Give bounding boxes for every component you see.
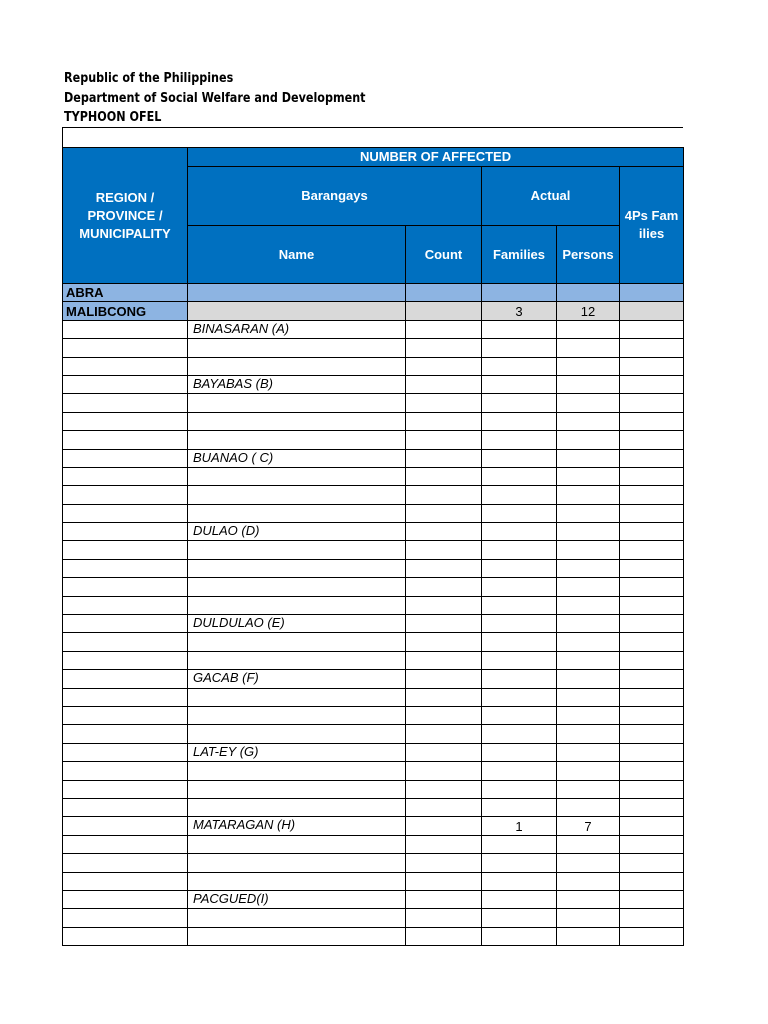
barangay-name-cell[interactable]: MATARAGAN (H) <box>188 817 406 835</box>
barangay-name-cell[interactable] <box>188 688 406 706</box>
region-cell[interactable] <box>63 909 188 927</box>
families-cell[interactable] <box>482 725 557 743</box>
persons-cell[interactable] <box>557 541 620 559</box>
region-cell[interactable] <box>63 394 188 412</box>
fourps-cell[interactable] <box>620 339 684 357</box>
count-cell[interactable] <box>406 559 482 577</box>
count-cell[interactable] <box>406 872 482 890</box>
count-cell[interactable] <box>406 449 482 467</box>
header-families: Families <box>482 226 557 284</box>
count-cell[interactable] <box>406 798 482 816</box>
families-cell[interactable] <box>482 523 557 541</box>
families-cell[interactable] <box>482 872 557 890</box>
barangay-name-cell[interactable] <box>188 394 406 412</box>
table-row[interactable] <box>63 541 684 559</box>
persons-cell[interactable] <box>557 762 620 780</box>
fourps-cell[interactable] <box>620 486 684 504</box>
barangay-name-cell[interactable]: BUANAO ( C) <box>188 449 406 467</box>
persons-cell[interactable] <box>557 394 620 412</box>
count-cell[interactable] <box>406 670 482 688</box>
barangay-name-cell[interactable] <box>188 467 406 485</box>
persons-cell[interactable] <box>557 339 620 357</box>
header-4ps-families: 4Ps Families <box>620 167 684 284</box>
persons-cell[interactable] <box>557 633 620 651</box>
count-cell[interactable] <box>406 615 482 633</box>
count-cell[interactable] <box>406 706 482 724</box>
fourps-cell[interactable] <box>620 596 684 614</box>
province-row[interactable] <box>63 284 684 302</box>
cell[interactable] <box>188 302 406 320</box>
barangay-name-cell[interactable]: GACAB (F) <box>188 670 406 688</box>
barangay-name-cell[interactable] <box>188 339 406 357</box>
table-row[interactable] <box>63 339 684 357</box>
region-cell[interactable] <box>63 706 188 724</box>
persons-cell[interactable] <box>557 375 620 393</box>
count-cell[interactable] <box>406 651 482 669</box>
region-cell[interactable] <box>63 835 188 853</box>
count-cell[interactable] <box>406 339 482 357</box>
count-cell[interactable] <box>406 725 482 743</box>
barangay-name-cell[interactable] <box>188 927 406 945</box>
region-cell[interactable] <box>63 449 188 467</box>
barangay-name-cell[interactable] <box>188 651 406 669</box>
persons-cell[interactable] <box>557 854 620 872</box>
count-cell[interactable] <box>406 854 482 872</box>
fourps-cell[interactable] <box>620 523 684 541</box>
table-row[interactable] <box>63 320 684 338</box>
persons-cell[interactable] <box>557 670 620 688</box>
table-row[interactable] <box>63 688 684 706</box>
persons-cell[interactable] <box>557 320 620 338</box>
barangay-name-cell[interactable] <box>188 596 406 614</box>
fourps-cell[interactable] <box>620 633 684 651</box>
persons-cell[interactable] <box>557 559 620 577</box>
fourps-cell[interactable] <box>620 780 684 798</box>
fourps-cell[interactable] <box>620 651 684 669</box>
top-border-line <box>62 127 683 128</box>
fourps-cell[interactable] <box>620 559 684 577</box>
persons-cell[interactable] <box>557 357 620 375</box>
municipality-row[interactable] <box>63 302 684 320</box>
region-cell[interactable] <box>63 633 188 651</box>
table-row[interactable] <box>63 633 684 651</box>
families-cell[interactable]: 1 <box>482 817 557 835</box>
document-header <box>64 69 366 128</box>
barangay-name-cell[interactable] <box>188 835 406 853</box>
barangay-name-cell[interactable] <box>188 541 406 559</box>
region-cell[interactable] <box>63 412 188 430</box>
count-cell[interactable] <box>406 357 482 375</box>
table-row[interactable] <box>63 375 684 393</box>
region-cell[interactable] <box>63 615 188 633</box>
persons-cell[interactable] <box>557 615 620 633</box>
families-cell[interactable] <box>482 854 557 872</box>
families-cell[interactable] <box>482 486 557 504</box>
header-count: Count <box>406 226 482 284</box>
families-cell[interactable] <box>482 449 557 467</box>
persons-cell[interactable] <box>557 431 620 449</box>
table-row[interactable] <box>63 486 684 504</box>
count-cell[interactable] <box>406 743 482 761</box>
families-cell[interactable] <box>482 927 557 945</box>
region-cell[interactable] <box>63 431 188 449</box>
count-cell[interactable] <box>406 927 482 945</box>
fourps-cell[interactable] <box>620 927 684 945</box>
persons-cell[interactable] <box>557 780 620 798</box>
families-cell[interactable] <box>482 504 557 522</box>
fourps-cell[interactable] <box>620 320 684 338</box>
table-row[interactable] <box>63 651 684 669</box>
table-row[interactable] <box>63 817 684 835</box>
barangay-name-cell[interactable]: BINASARAN (A) <box>188 320 406 338</box>
cell[interactable] <box>406 302 482 320</box>
families-cell[interactable] <box>482 541 557 559</box>
header-persons: Persons <box>557 226 620 284</box>
count-cell[interactable] <box>406 504 482 522</box>
persons-cell[interactable] <box>557 872 620 890</box>
fourps-cell[interactable] <box>620 835 684 853</box>
fourps-cell[interactable] <box>620 467 684 485</box>
families-cell[interactable] <box>482 780 557 798</box>
fourps-cell[interactable] <box>620 431 684 449</box>
fourps-cell[interactable] <box>620 670 684 688</box>
barangay-name-cell[interactable]: LAT-EY (G) <box>188 743 406 761</box>
table-row[interactable] <box>63 449 684 467</box>
persons-cell[interactable] <box>557 909 620 927</box>
fourps-cell[interactable] <box>620 743 684 761</box>
count-cell[interactable] <box>406 320 482 338</box>
fourps-cell[interactable] <box>620 762 684 780</box>
region-cell[interactable] <box>63 688 188 706</box>
barangay-name-cell[interactable] <box>188 780 406 798</box>
families-cell[interactable] <box>482 559 557 577</box>
count-cell[interactable] <box>406 596 482 614</box>
region-cell[interactable] <box>63 486 188 504</box>
count-cell[interactable] <box>406 835 482 853</box>
families-cell[interactable] <box>482 339 557 357</box>
fourps-cell[interactable] <box>620 798 684 816</box>
families-cell[interactable] <box>482 357 557 375</box>
table-row[interactable] <box>63 927 684 945</box>
region-cell[interactable] <box>63 357 188 375</box>
table-row[interactable] <box>63 835 684 853</box>
barangay-name-cell[interactable] <box>188 357 406 375</box>
table-row[interactable] <box>63 890 684 908</box>
table-row[interactable] <box>63 412 684 430</box>
fourps-cell[interactable] <box>620 909 684 927</box>
region-cell[interactable] <box>63 339 188 357</box>
table-row[interactable] <box>63 706 684 724</box>
barangay-name-cell[interactable] <box>188 633 406 651</box>
families-cell[interactable] <box>482 651 557 669</box>
barangay-name-cell[interactable] <box>188 559 406 577</box>
header-line-event: TYPHOON OFEL <box>64 110 162 125</box>
cell[interactable] <box>406 284 482 302</box>
families-cell[interactable] <box>482 596 557 614</box>
fourps-cell[interactable] <box>620 890 684 908</box>
families-cell[interactable] <box>482 320 557 338</box>
persons-cell[interactable] <box>557 486 620 504</box>
persons-cell[interactable] <box>557 890 620 908</box>
table-row[interactable] <box>63 798 684 816</box>
region-cell[interactable] <box>63 596 188 614</box>
fourps-cell[interactable] <box>620 615 684 633</box>
region-cell[interactable] <box>63 743 188 761</box>
barangay-name-cell[interactable] <box>188 762 406 780</box>
region-cell[interactable] <box>63 872 188 890</box>
fourps-cell[interactable] <box>620 817 684 835</box>
families-cell[interactable] <box>482 412 557 430</box>
barangay-name-cell[interactable] <box>188 431 406 449</box>
affected-table <box>62 147 684 946</box>
table-row[interactable] <box>63 578 684 596</box>
count-cell[interactable] <box>406 486 482 504</box>
barangay-name-cell[interactable] <box>188 798 406 816</box>
table-row[interactable] <box>63 725 684 743</box>
region-cell[interactable] <box>63 559 188 577</box>
table-row[interactable] <box>63 394 684 412</box>
persons-cell[interactable]: 7 <box>557 817 620 835</box>
fourps-cell[interactable] <box>620 449 684 467</box>
persons-cell[interactable] <box>557 743 620 761</box>
count-cell[interactable] <box>406 909 482 927</box>
header-barangays: Barangays <box>188 167 482 226</box>
fourps-cell[interactable] <box>620 541 684 559</box>
region-cell[interactable] <box>63 927 188 945</box>
province-name[interactable]: ABRA <box>63 284 188 302</box>
cell[interactable] <box>557 284 620 302</box>
region-cell[interactable] <box>63 854 188 872</box>
persons-cell[interactable] <box>557 725 620 743</box>
barangay-name-cell[interactable]: PACGUED(I) <box>188 890 406 908</box>
table-row[interactable] <box>63 762 684 780</box>
table-row[interactable] <box>63 431 684 449</box>
barangay-name-cell[interactable]: BAYABAS (B) <box>188 375 406 393</box>
header-line-department: Department of Social Welfare and Development <box>64 90 366 106</box>
cell[interactable] <box>188 284 406 302</box>
persons-cell[interactable] <box>557 798 620 816</box>
fourps-cell[interactable] <box>620 504 684 522</box>
families-cell[interactable] <box>482 743 557 761</box>
families-cell[interactable] <box>482 467 557 485</box>
table-row[interactable] <box>63 854 684 872</box>
region-cell[interactable] <box>63 523 188 541</box>
count-cell[interactable] <box>406 780 482 798</box>
barangay-name-cell[interactable]: DULAO (D) <box>188 523 406 541</box>
persons-cell[interactable] <box>557 504 620 522</box>
cell[interactable] <box>482 284 557 302</box>
families-cell[interactable] <box>482 706 557 724</box>
fourps-cell[interactable] <box>620 394 684 412</box>
header-line-republic: Republic of the Philippines <box>64 71 234 86</box>
table-row[interactable] <box>63 670 684 688</box>
persons-cell[interactable] <box>557 706 620 724</box>
header-region: REGION / PROVINCE / MUNICIPALITY <box>63 148 188 284</box>
barangay-name-cell[interactable] <box>188 486 406 504</box>
fourps-cell[interactable] <box>620 725 684 743</box>
barangay-name-cell[interactable] <box>188 412 406 430</box>
fourps-cell[interactable] <box>620 357 684 375</box>
count-cell[interactable] <box>406 890 482 908</box>
families-cell[interactable] <box>482 633 557 651</box>
municipality-families[interactable]: 3 <box>482 302 557 320</box>
table-row[interactable] <box>63 743 684 761</box>
families-cell[interactable] <box>482 670 557 688</box>
persons-cell[interactable] <box>557 578 620 596</box>
fourps-cell[interactable] <box>620 706 684 724</box>
families-cell[interactable] <box>482 762 557 780</box>
families-cell[interactable] <box>482 578 557 596</box>
table-row[interactable] <box>63 559 684 577</box>
persons-cell[interactable] <box>557 412 620 430</box>
persons-cell[interactable] <box>557 927 620 945</box>
municipality-name[interactable]: MALIBCONG <box>63 302 188 320</box>
table-row[interactable] <box>63 615 684 633</box>
table-row[interactable] <box>63 467 684 485</box>
count-cell[interactable] <box>406 412 482 430</box>
region-cell[interactable] <box>63 780 188 798</box>
persons-cell[interactable] <box>557 688 620 706</box>
count-cell[interactable] <box>406 688 482 706</box>
families-cell[interactable] <box>482 615 557 633</box>
table-row[interactable] <box>63 872 684 890</box>
barangay-name-cell[interactable] <box>188 706 406 724</box>
count-cell[interactable] <box>406 817 482 835</box>
fourps-cell[interactable] <box>620 412 684 430</box>
region-cell[interactable] <box>63 467 188 485</box>
count-cell[interactable] <box>406 762 482 780</box>
persons-cell[interactable] <box>557 467 620 485</box>
persons-cell[interactable] <box>557 449 620 467</box>
region-cell[interactable] <box>63 890 188 908</box>
families-cell[interactable] <box>482 688 557 706</box>
table-row[interactable] <box>63 780 684 798</box>
barangay-name-cell[interactable] <box>188 578 406 596</box>
persons-cell[interactable] <box>557 835 620 853</box>
table-row[interactable] <box>63 504 684 522</box>
region-cell[interactable] <box>63 651 188 669</box>
region-cell[interactable] <box>63 725 188 743</box>
families-cell[interactable] <box>482 909 557 927</box>
families-cell[interactable] <box>482 890 557 908</box>
count-cell[interactable] <box>406 375 482 393</box>
count-cell[interactable] <box>406 541 482 559</box>
region-cell[interactable] <box>63 541 188 559</box>
region-cell[interactable] <box>63 578 188 596</box>
barangay-name-cell[interactable] <box>188 725 406 743</box>
region-cell[interactable] <box>63 320 188 338</box>
count-cell[interactable] <box>406 578 482 596</box>
region-cell[interactable] <box>63 798 188 816</box>
barangay-name-cell[interactable] <box>188 909 406 927</box>
count-cell[interactable] <box>406 633 482 651</box>
cell[interactable] <box>620 284 684 302</box>
barangay-name-cell[interactable] <box>188 872 406 890</box>
municipality-persons[interactable]: 12 <box>557 302 620 320</box>
fourps-cell[interactable] <box>620 872 684 890</box>
barangay-name-cell[interactable]: DULDULAO (E) <box>188 615 406 633</box>
table-row[interactable] <box>63 523 684 541</box>
header-actual: Actual <box>482 167 620 226</box>
cell[interactable] <box>620 302 684 320</box>
persons-cell[interactable] <box>557 596 620 614</box>
region-cell[interactable] <box>63 670 188 688</box>
count-cell[interactable] <box>406 431 482 449</box>
families-cell[interactable] <box>482 798 557 816</box>
families-cell[interactable] <box>482 375 557 393</box>
fourps-cell[interactable] <box>620 375 684 393</box>
count-cell[interactable] <box>406 394 482 412</box>
count-cell[interactable] <box>406 467 482 485</box>
header-name: Name <box>188 226 406 284</box>
persons-cell[interactable] <box>557 651 620 669</box>
families-cell[interactable] <box>482 394 557 412</box>
region-cell[interactable] <box>63 762 188 780</box>
count-cell[interactable] <box>406 523 482 541</box>
fourps-cell[interactable] <box>620 688 684 706</box>
header-number-affected: NUMBER OF AFFECTED <box>188 148 684 167</box>
barangay-name-cell[interactable] <box>188 504 406 522</box>
table-row[interactable] <box>63 596 684 614</box>
region-cell[interactable] <box>63 375 188 393</box>
fourps-cell[interactable] <box>620 854 684 872</box>
region-cell[interactable] <box>63 817 188 835</box>
fourps-cell[interactable] <box>620 578 684 596</box>
region-cell[interactable] <box>63 504 188 522</box>
persons-cell[interactable] <box>557 523 620 541</box>
table-row[interactable] <box>63 357 684 375</box>
left-border-line <box>62 127 63 147</box>
barangay-name-cell[interactable] <box>188 854 406 872</box>
families-cell[interactable] <box>482 431 557 449</box>
families-cell[interactable] <box>482 835 557 853</box>
table-row[interactable] <box>63 909 684 927</box>
